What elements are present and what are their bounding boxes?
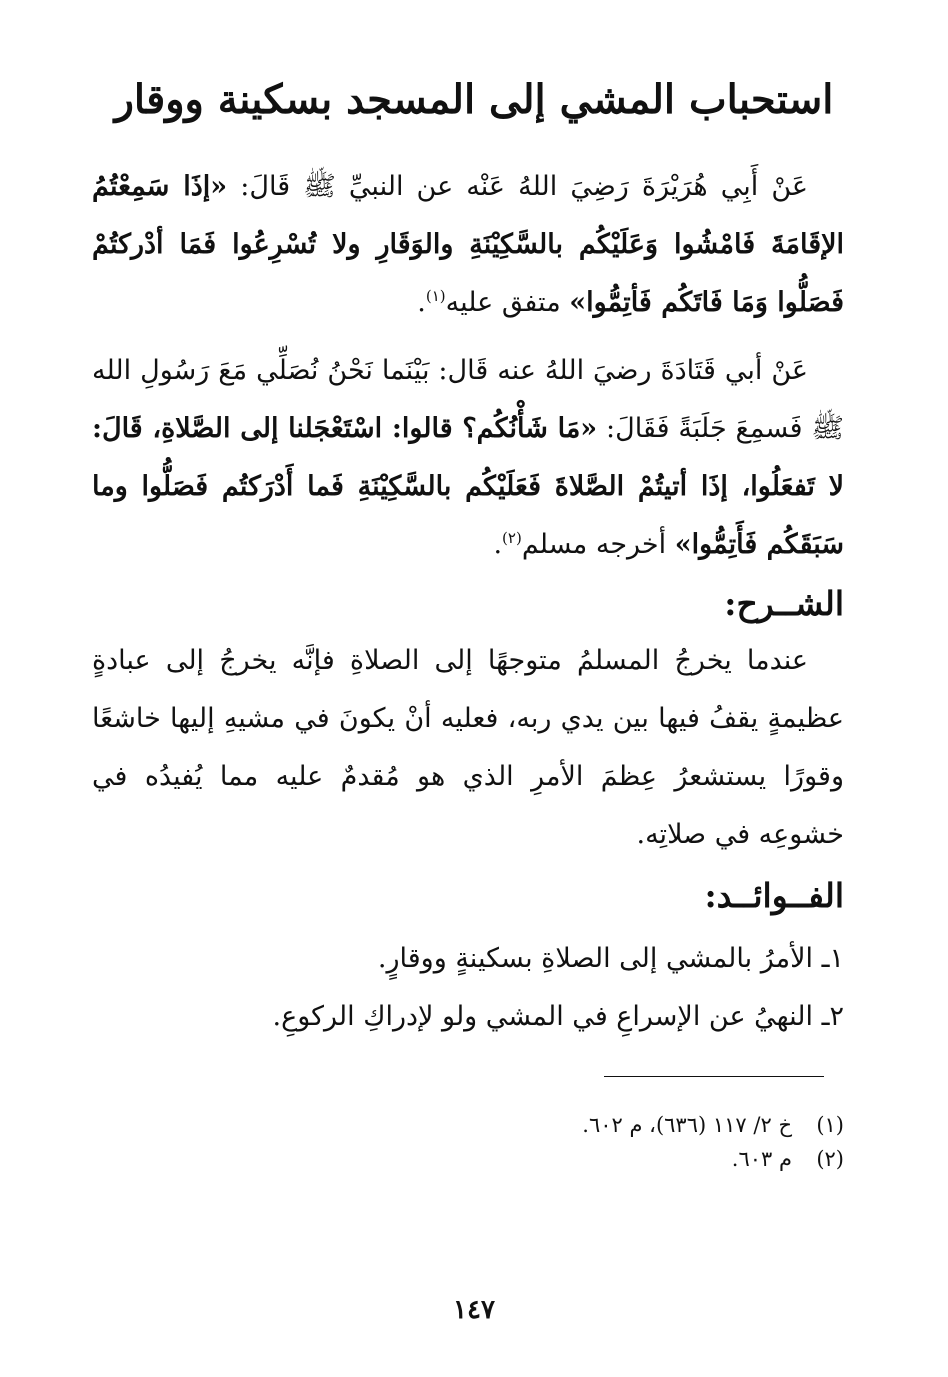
- benefits-heading: الفــوائــد:: [704, 876, 844, 915]
- footnotes-list: [92, 1108, 844, 1176]
- footnote-ref-1[interactable]: (١): [425, 287, 446, 305]
- footnote-number: (٢): [816, 1147, 844, 1171]
- footnote-text: خ ٢/ ١١٧ (٦٣٦)، م ٦٠٢.: [582, 1113, 792, 1137]
- hadith-end-mark: .: [417, 287, 426, 318]
- footnote-ref-2[interactable]: (٢): [502, 529, 522, 547]
- list-item: ١ـ الأمرُ بالمشي إلى الصلاةِ بسكينةٍ ووقارٍ.: [377, 943, 844, 974]
- hadith-abu-qatada: [92, 342, 844, 574]
- footnote: [92, 1108, 844, 1142]
- hadith-source: متفق عليه: [445, 287, 570, 318]
- hadith-quote: «إذَا سَمِعْتُمُ الإقَامَةَ فَامْشُوا وَعَلَيْكُم بالسَّكِيْنَةِ والوَقَارِ ولا تُسْرِعُوا فَمَا أدْركتُمْ فَصَلُّوا وَمَا فَاتَكُم فَأتِمُّوا»: [92, 171, 844, 318]
- hadith-intro: عَنْ أبي قَتَادَةَ رضيَ اللهُ عنه قَال: بَيْنَما نَحْنُ نُصَلِّي مَعَ رَسُولِ الله ﷺ فَسمِعَ جَلَبَةً فَقَالَ:: [92, 355, 844, 444]
- footnote-text: م ٦٠٣.: [731, 1147, 792, 1171]
- page-number: ١٤٧: [453, 1295, 495, 1325]
- footnote: [92, 1142, 844, 1176]
- chapter-title: استحباب المشي إلى المسجد بسكينة ووقار: [114, 76, 834, 123]
- hadith-abu-hurayra: [92, 158, 844, 332]
- hadith-quote: «مَا شَأْنُكُم؟ قالوا: اسْتَعْجَلنا إلى الصَّلاةِ، قَالَ: لا تَفعَلُوا، إذَا أتيتُمْ الصَّلاةَ فَعَلَيْكُم بالسَّكِيْنَةِ فَما أَدْرَكتُم فَصَلُّوا وما سَبَقَكُم فَأَتِمُّوا»: [92, 413, 845, 560]
- footnote-number: (١): [816, 1113, 844, 1137]
- benefits-list: [92, 930, 844, 1046]
- explanation-text: عندما يخرجُ المسلمُ متوجهًا إلى الصلاةِ فإنَّه يخرجُ إلى عبادةٍ عظيمةٍ يقفُ فيها بين يدي ربه، فعليه أنْ يكونَ في مشيهِ إليها خاشعًا وقورًا يستشعرُ عِظمَ الأمرِ الذي هو مُقدمٌ عليه مما يُفيدُه في خشوعِه في صلاتِه.: [92, 645, 844, 850]
- hadith-intro: عَنْ أَبِي هُرَيْرَةَ رَضِيَ اللهُ عَنْه عن النبيِّ ﷺ قَالَ:: [227, 171, 808, 202]
- list-item: ٢ـ النهيُ عن الإسراعِ في المشي ولو لإدراكِ الركوعِ.: [272, 1001, 844, 1032]
- explanation-heading: الشــرح:: [724, 584, 844, 623]
- explanation-paragraph: [92, 632, 844, 864]
- footnote-divider: [604, 1076, 824, 1077]
- hadith-source: أخرجه مسلم: [521, 529, 675, 560]
- hadith-end-mark: .: [493, 529, 503, 560]
